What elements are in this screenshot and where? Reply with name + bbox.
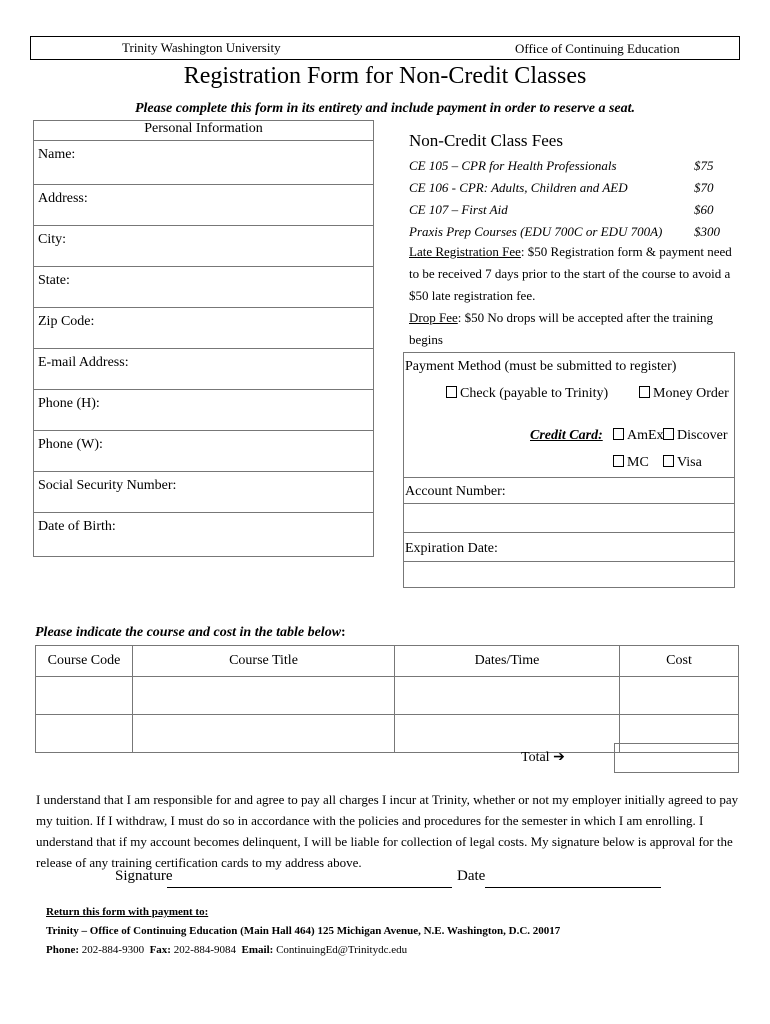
fee-price: $60 [694,202,714,217]
check-label: Check (payable to Trinity) [460,386,609,401]
course-title-cell[interactable] [133,677,395,715]
discover-label: Discover [677,428,728,443]
late-fee-label: Late Registration Fee [409,244,521,259]
fax-value: 202-884-9084 [173,944,237,956]
course-table [35,645,739,753]
fees-heading: Non-Credit Class Fees [409,131,563,150]
phone-value: 202-884-9300 [81,944,145,956]
money-order-label: Money Order [653,386,729,401]
total-text: Total [521,750,550,765]
arrow-right-icon: ➔ [553,750,565,765]
total-input[interactable] [614,743,739,773]
late-fee-text: Registration form & payment need to be received 7 days prior to the start of the course to avoid a $50 late registration fee. [409,244,732,303]
late-fee-paragraph [409,241,739,307]
check-option[interactable] [446,386,608,402]
address-field[interactable]: Address: [34,185,374,226]
expiration-date-label: Expiration Date: [405,541,498,556]
phone-home-field[interactable]: Phone (H): [34,390,374,431]
fee-name: CE 105 – CPR for Health Professionals [409,158,617,173]
course-intro-text: Please indicate the course and cost in the table below [35,625,342,640]
course-code-cell[interactable] [36,677,133,715]
expiration-date-input[interactable] [404,562,734,587]
credit-card-label: Credit Card: [530,428,603,443]
checkbox-icon[interactable] [446,386,457,398]
checkbox-icon[interactable] [613,428,624,440]
dates-time-cell[interactable] [395,677,620,715]
fax-label: Fax: [149,944,171,956]
fee-name: CE 106 - CPR: Adults, Children and AED [409,180,628,195]
course-intro-suffix: : [341,625,346,640]
dates-time-cell[interactable] [395,715,620,753]
email-field[interactable]: E-mail Address: [34,349,374,390]
amex-label: AmEx [627,428,664,443]
visa-label: Visa [677,455,702,470]
zip-field[interactable]: Zip Code: [34,308,374,349]
table-row [36,677,739,715]
drop-fee-label: Drop Fee [409,310,458,325]
table-header-row [36,646,739,677]
fee-price: $70 [694,180,714,195]
dob-field[interactable]: Date of Birth: [34,513,374,557]
discover-option[interactable] [663,428,728,444]
date-line[interactable] [485,887,661,888]
fee-name: CE 107 – First Aid [409,202,508,217]
checkbox-icon[interactable] [663,455,674,467]
mc-option[interactable] [613,455,649,471]
drop-fee-paragraph [409,307,739,351]
email-label: Email: [241,944,274,956]
col-course-code: Course Code [36,646,133,677]
col-cost: Cost [620,646,739,677]
university-name: Trinity Washington University [122,40,281,55]
col-course-title: Course Title [133,646,395,677]
payment-heading-note: (must be submitted to register) [504,359,677,374]
phone-label: Phone: [46,944,79,956]
payment-heading [405,359,676,375]
amex-option[interactable] [613,428,664,444]
page-subtitle: Please complete this form in its entirety and include payment in order to reserve a seat. [134,101,636,116]
divider [403,477,735,478]
divider [403,532,735,533]
course-table-intro [35,625,346,641]
ssn-field[interactable]: Social Security Number: [34,472,374,513]
fee-name: Praxis Prep Courses (EDU 700C or EDU 700A) [409,224,663,239]
office-name: Office of Continuing Education [515,41,680,56]
return-heading: Return this form with payment to: [46,906,209,918]
mc-label: MC [627,455,649,470]
payment-heading-label: Payment Method [405,359,502,374]
course-code-cell[interactable] [36,715,133,753]
money-order-option[interactable] [639,386,729,402]
return-address: Trinity – Office of Continuing Education (Main Hall 464) 125 Michigan Avenue, N.E. Washington, D.C. 20017 [46,925,561,937]
account-number-input[interactable] [404,504,734,531]
cost-cell[interactable] [620,677,739,715]
contact-line [46,944,407,956]
city-field[interactable]: City: [34,226,374,267]
checkbox-icon[interactable] [613,455,624,467]
signature-line[interactable] [167,887,452,888]
course-title-cell[interactable] [133,715,395,753]
page-title: Registration Form for Non-Credit Classes [183,63,587,89]
date-label: Date [457,868,486,884]
col-dates-time: Dates/Time [395,646,620,677]
signature-label: Signature [115,868,173,884]
checkbox-icon[interactable] [639,386,650,398]
drop-fee-text: No drops will be accepted after the training begins [409,310,713,347]
drop-fee-amount: : $50 [457,310,485,325]
checkbox-icon[interactable] [663,428,674,440]
fee-price: $300 [694,224,720,239]
visa-option[interactable] [663,455,702,471]
personal-info-heading: Personal Information [34,121,374,141]
agreement-text: I understand that I am responsible for and agree to pay all charges I incur at Trinity, whether or not my employer initially agreed to pay my tuition. If I withdraw, I must do so in accordance with the policies and procedures for the semester in which I am enrolling. I understand that if my account becomes delinquent, I will be liable for collection of legal costs. My signature below is approval for the release of any training certification cards to my address above. [36,792,739,870]
account-number-label: Account Number: [405,484,506,499]
total-label [521,749,565,766]
personal-info-table [33,120,374,557]
fee-price: $75 [694,158,714,173]
state-field[interactable]: State: [34,267,374,308]
phone-work-field[interactable]: Phone (W): [34,431,374,472]
email-value[interactable]: ContinuingEd@Trinitydc.edu [276,944,408,956]
name-field[interactable]: Name: [34,141,374,185]
late-fee-amount: : $50 [520,244,548,259]
